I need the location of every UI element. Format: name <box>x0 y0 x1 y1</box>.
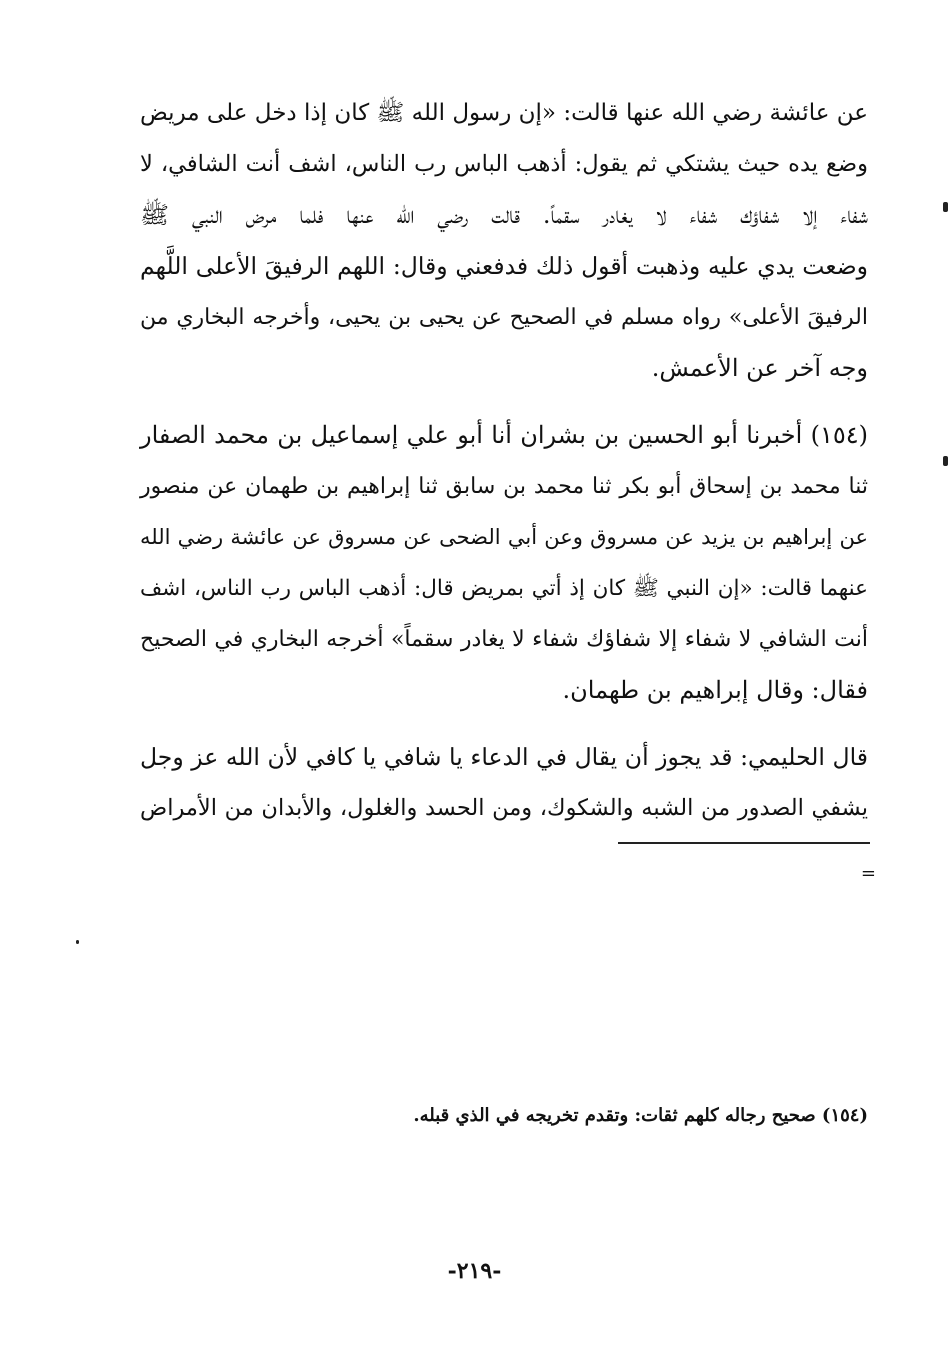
footnote-divider <box>618 842 870 844</box>
text-line: (١٥٤) أخبرنا أبو الحسين بن بشران أنا أبو علي إسماعيل بن محمد الصفار <box>140 421 868 449</box>
text-line: شفاء إلا شفاؤك شفاء لا يغادر سقماً. قالت رضي الله عنها فلما مرض النبي ﷺ <box>140 201 868 229</box>
paragraph-halimi <box>140 732 868 834</box>
text-line: وجه آخر عن الأعمش. <box>651 354 868 382</box>
scan-mark <box>76 940 79 944</box>
footnote-line <box>140 1008 868 1039</box>
footnote-line <box>140 1069 868 1100</box>
main-text <box>140 88 868 834</box>
text-line: عنهما قالت: «إن النبي ﷺ كان إذ أتي بمريض قال: أذهب الباس رب الناس، اشف <box>140 576 868 601</box>
footnote-line <box>140 855 868 886</box>
text-line: عن إبراهيم بن يزيد عن مسروق وعن أبي الضحى عن مسروق عن عائشة رضي الله <box>140 525 868 549</box>
text-line: يشفي الصدور من الشبه والشكوك، ومن الحسد والغلول، والأبدان من الأمراض <box>140 795 868 821</box>
footnotes <box>140 855 876 1132</box>
footnote-line <box>140 947 868 978</box>
paragraph-154 <box>140 410 868 716</box>
continuation-mark: = <box>860 863 876 884</box>
footnote-line <box>140 916 868 947</box>
paragraph-1 <box>140 88 868 394</box>
scan-mark <box>943 456 948 466</box>
footnote-line <box>140 886 868 917</box>
text-line: وضع يده حيث يشتكي ثم يقول: أذهب الباس رب الناس، اشف أنت الشافي، لا <box>140 151 868 177</box>
footnote-154: (١٥٤) صحيح رجاله كلهم ثقات: وتقدم تخريجه في الذي قبله. <box>413 1105 868 1126</box>
text-line: قال الحليمي: قد يجوز أن يقال في الدعاء يا شافي يا كافي لأن الله عز وجل <box>140 743 868 771</box>
scan-mark <box>943 202 948 212</box>
text-line: أنت الشافي لا شفاء إلا شفاؤك شفاء لا يغادر سقماً» أخرجه البخاري في الصحيح <box>140 627 868 652</box>
text-line: الرفيقَ الأعلى» رواه مسلم في الصحيح عن يحيى بن يحيى، وأخرجه البخاري من <box>140 305 868 330</box>
text-line: وضعت يدي عليه وذهبت أقول ذلك فدفعني وقال: اللهم الرفيقَ الأعلى اللَّهم <box>140 252 868 280</box>
text-line: ثنا محمد بن إسحاق أبو بكر ثنا محمد بن سابق ثنا إبراهيم بن طهمان عن منصور <box>140 474 868 499</box>
footnote-line <box>140 977 868 1008</box>
page-number: -٢١٩- <box>447 1258 502 1284</box>
text-line: عن عائشة رضي الله عنها قالت: «إن رسول الله ﷺ كان إذا دخل على مريض <box>140 100 868 126</box>
footnote-line <box>140 1038 868 1069</box>
text-line: فقال: وقال إبراهيم بن طهمان. <box>562 676 868 704</box>
